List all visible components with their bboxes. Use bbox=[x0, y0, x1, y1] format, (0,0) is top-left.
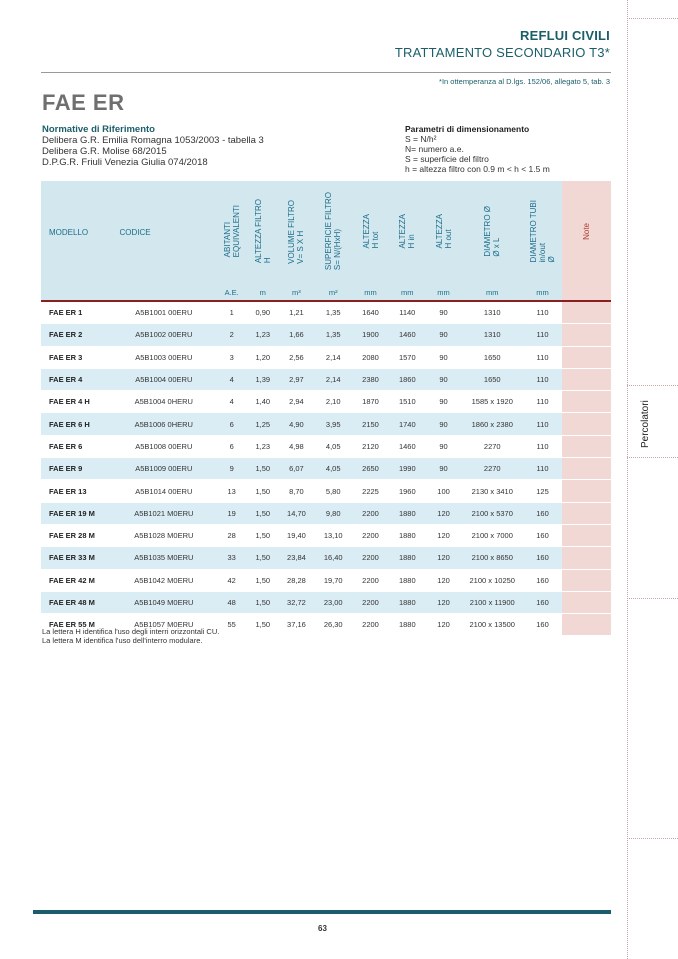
table-cell: 1570 bbox=[389, 346, 425, 368]
table-cell: 1,50 bbox=[247, 591, 278, 613]
table-cell: 33 bbox=[216, 547, 247, 569]
cell-note bbox=[562, 391, 611, 413]
table-cell: 2100 x 8650 bbox=[462, 547, 523, 569]
table-cell: 23,84 bbox=[278, 547, 314, 569]
table-cell: 110 bbox=[523, 391, 562, 413]
normative-line: D.P.G.R. Friuli Venezia Giulia 074/2018 bbox=[42, 157, 208, 168]
header-diametro-tubi: DIAMETRO TUBI in/out Ø bbox=[523, 181, 562, 284]
header-divider bbox=[41, 72, 611, 73]
table-cell: 37,16 bbox=[278, 614, 314, 636]
table-cell: 120 bbox=[425, 547, 461, 569]
cell-model: FAE ER 42 M bbox=[41, 569, 111, 591]
table-cell: 90 bbox=[425, 346, 461, 368]
table-cell: 1900 bbox=[352, 324, 389, 346]
table-row bbox=[41, 435, 611, 457]
table-cell: 110 bbox=[523, 301, 562, 324]
normative-title: Normative di Riferimento bbox=[42, 124, 155, 135]
cell-note bbox=[562, 301, 611, 324]
table-cell: 100 bbox=[425, 480, 461, 502]
table-cell: 2380 bbox=[352, 368, 389, 390]
table-row bbox=[41, 346, 611, 368]
header-abitanti: ABITANTI EQUIVALENTI bbox=[216, 181, 247, 284]
table-cell: 1 bbox=[216, 301, 247, 324]
table-cell: 90 bbox=[425, 391, 461, 413]
table-cell: 110 bbox=[523, 368, 562, 390]
header-superficie-filtro: SUPERFICIE FILTRO S= N/(HxH) bbox=[315, 181, 352, 284]
table-cell: 4,05 bbox=[315, 458, 352, 480]
table-cell: 13,10 bbox=[315, 524, 352, 546]
table-cell: 4 bbox=[216, 368, 247, 390]
table-cell: 125 bbox=[523, 480, 562, 502]
cell-code: A5B1014 00ERU bbox=[111, 480, 216, 502]
table-cell: 6,07 bbox=[278, 458, 314, 480]
cell-code: A5B1035 M0ERU bbox=[111, 547, 216, 569]
cell-model: FAE ER 3 bbox=[41, 346, 111, 368]
table-cell: 1,35 bbox=[315, 301, 352, 324]
cell-code: A5B1003 00ERU bbox=[111, 346, 216, 368]
table-cell: 2,14 bbox=[315, 368, 352, 390]
side-divider bbox=[627, 838, 678, 839]
table-cell: 48 bbox=[216, 591, 247, 613]
cell-code: A5B1057 M0ERU bbox=[111, 614, 216, 636]
table-cell: 90 bbox=[425, 413, 461, 435]
table-cell: 1,23 bbox=[247, 324, 278, 346]
cell-note bbox=[562, 324, 611, 346]
header-altezza-tot: ALTEZZA H tot bbox=[352, 181, 389, 284]
unit-cell: mm bbox=[462, 284, 523, 301]
table-cell: 2,14 bbox=[315, 346, 352, 368]
cell-note bbox=[562, 524, 611, 546]
table-cell: 110 bbox=[523, 346, 562, 368]
table-cell: 1,50 bbox=[247, 569, 278, 591]
cell-note bbox=[562, 547, 611, 569]
table-cell: 160 bbox=[523, 502, 562, 524]
table-cell: 32,72 bbox=[278, 591, 314, 613]
table-cell: 2100 x 5370 bbox=[462, 502, 523, 524]
table-cell: 1,39 bbox=[247, 368, 278, 390]
cell-code: A5B1042 M0ERU bbox=[111, 569, 216, 591]
header-note: Note bbox=[562, 181, 611, 284]
table-row bbox=[41, 524, 611, 546]
normative-line: Delibera G.R. Molise 68/2015 bbox=[42, 146, 167, 157]
table-cell: 1,50 bbox=[247, 547, 278, 569]
table-cell: 1880 bbox=[389, 569, 425, 591]
table-cell: 1,50 bbox=[247, 480, 278, 502]
cell-note bbox=[562, 502, 611, 524]
table-cell: 9,80 bbox=[315, 502, 352, 524]
table-row bbox=[41, 569, 611, 591]
table-cell: 2120 bbox=[352, 435, 389, 457]
table-cell: 42 bbox=[216, 569, 247, 591]
header-volume-filtro: VOLUME FILTRO V= S X H bbox=[278, 181, 314, 284]
parameters-block bbox=[405, 124, 550, 174]
parameters-line: h = altezza filtro con 0.9 m < h < 1.5 m bbox=[405, 164, 550, 174]
table-cell: 19 bbox=[216, 502, 247, 524]
cell-code: A5B1008 00ERU bbox=[111, 435, 216, 457]
cell-model: FAE ER 4 bbox=[41, 368, 111, 390]
table-row bbox=[41, 547, 611, 569]
table-cell: 90 bbox=[425, 324, 461, 346]
table-cell: 90 bbox=[425, 458, 461, 480]
table-cell: 1880 bbox=[389, 614, 425, 636]
table-cell: 90 bbox=[425, 368, 461, 390]
table-cell: 90 bbox=[425, 301, 461, 324]
table-cell: 2200 bbox=[352, 524, 389, 546]
table-cell: 1870 bbox=[352, 391, 389, 413]
table-cell: 1,50 bbox=[247, 458, 278, 480]
cell-code: A5B1006 0HERU bbox=[111, 413, 216, 435]
table-cell: 1880 bbox=[389, 502, 425, 524]
table-row bbox=[41, 301, 611, 324]
table-cell: 160 bbox=[523, 591, 562, 613]
table-cell: 1,20 bbox=[247, 346, 278, 368]
footnote-line: La lettera H identifica l'uso degli interri orizzontali CU. bbox=[42, 627, 220, 636]
table-cell: 2200 bbox=[352, 591, 389, 613]
table-row bbox=[41, 502, 611, 524]
cell-note bbox=[562, 480, 611, 502]
cell-code: A5B1004 00ERU bbox=[111, 368, 216, 390]
product-table bbox=[41, 181, 611, 636]
table-cell: 120 bbox=[425, 614, 461, 636]
unit-cell-note bbox=[562, 284, 611, 301]
unit-cell bbox=[111, 284, 216, 301]
table-cell: 1880 bbox=[389, 591, 425, 613]
footer-bar bbox=[33, 910, 611, 914]
parameters-title: Parametri di dimensionamento bbox=[405, 124, 530, 134]
cell-note bbox=[562, 614, 611, 636]
table-cell: 2200 bbox=[352, 614, 389, 636]
table-cell: 2080 bbox=[352, 346, 389, 368]
table-units-row bbox=[41, 284, 611, 301]
table-cell: 1310 bbox=[462, 301, 523, 324]
table-cell: 1860 bbox=[389, 368, 425, 390]
table-cell: 8,70 bbox=[278, 480, 314, 502]
side-divider bbox=[627, 18, 678, 19]
table-cell: 4,90 bbox=[278, 413, 314, 435]
table-cell: 2650 bbox=[352, 458, 389, 480]
cell-note bbox=[562, 435, 611, 457]
unit-cell: mm bbox=[523, 284, 562, 301]
table-cell: 120 bbox=[425, 569, 461, 591]
table-cell: 14,70 bbox=[278, 502, 314, 524]
cell-code: A5B1001 00ERU bbox=[111, 301, 216, 324]
table-row bbox=[41, 324, 611, 346]
cell-code: A5B1028 M0ERU bbox=[111, 524, 216, 546]
table-cell: 160 bbox=[523, 614, 562, 636]
table-cell: 0,90 bbox=[247, 301, 278, 324]
table-cell: 28 bbox=[216, 524, 247, 546]
table-cell: 3 bbox=[216, 346, 247, 368]
parameters-line: S = N/h² bbox=[405, 134, 437, 144]
unit-cell: m² bbox=[315, 284, 352, 301]
table-cell: 2,94 bbox=[278, 391, 314, 413]
table-cell: 4,05 bbox=[315, 435, 352, 457]
table-cell: 2,10 bbox=[315, 391, 352, 413]
unit-cell: A.E. bbox=[216, 284, 247, 301]
unit-cell: m bbox=[247, 284, 278, 301]
cell-code: A5B1004 0HERU bbox=[111, 391, 216, 413]
cell-note bbox=[562, 458, 611, 480]
table-cell: 5,80 bbox=[315, 480, 352, 502]
table-cell: 13 bbox=[216, 480, 247, 502]
parameters-line: N= numero a.e. bbox=[405, 144, 464, 154]
footnotes bbox=[42, 627, 219, 645]
table-cell: 1880 bbox=[389, 524, 425, 546]
table-cell: 26,30 bbox=[315, 614, 352, 636]
header-footnote: *In ottemperanza al D.lgs. 152/06, allegato 5, tab. 3 bbox=[439, 77, 610, 86]
cell-code: A5B1049 M0ERU bbox=[111, 591, 216, 613]
table-cell: 2100 x 10250 bbox=[462, 569, 523, 591]
table-cell: 9 bbox=[216, 458, 247, 480]
page-number: 63 bbox=[318, 924, 327, 933]
cell-note bbox=[562, 569, 611, 591]
table-cell: 110 bbox=[523, 458, 562, 480]
header-codice: CODICE bbox=[111, 181, 216, 284]
header-modello: MODELLO bbox=[41, 181, 111, 284]
table-cell: 1640 bbox=[352, 301, 389, 324]
side-divider bbox=[627, 598, 678, 599]
cell-model: FAE ER 6 bbox=[41, 435, 111, 457]
table-cell: 1990 bbox=[389, 458, 425, 480]
table-cell: 1960 bbox=[389, 480, 425, 502]
table-cell: 1460 bbox=[389, 435, 425, 457]
table-cell: 120 bbox=[425, 524, 461, 546]
table-cell: 120 bbox=[425, 502, 461, 524]
table-cell: 120 bbox=[425, 591, 461, 613]
cell-model: FAE ER 33 M bbox=[41, 547, 111, 569]
cell-code: A5B1009 00ERU bbox=[111, 458, 216, 480]
table-cell: 1650 bbox=[462, 368, 523, 390]
table-cell: 2225 bbox=[352, 480, 389, 502]
table-cell: 1,40 bbox=[247, 391, 278, 413]
table-cell: 6 bbox=[216, 435, 247, 457]
table-cell: 2100 x 11900 bbox=[462, 591, 523, 613]
cell-code: A5B1021 M0ERU bbox=[111, 502, 216, 524]
table-cell: 1,50 bbox=[247, 502, 278, 524]
table-cell: 1740 bbox=[389, 413, 425, 435]
table-cell: 160 bbox=[523, 547, 562, 569]
table-cell: 1310 bbox=[462, 324, 523, 346]
unit-cell: m³ bbox=[278, 284, 314, 301]
side-tab-percolatori[interactable]: Percolatori bbox=[640, 400, 651, 448]
table-cell: 16,40 bbox=[315, 547, 352, 569]
header-altezza-in: ALTEZZA H in bbox=[389, 181, 425, 284]
cell-note bbox=[562, 346, 611, 368]
cell-note bbox=[562, 368, 611, 390]
table-cell: 2,56 bbox=[278, 346, 314, 368]
table-cell: 2,97 bbox=[278, 368, 314, 390]
header-altezza-filtro: ALTEZZA FILTRO H bbox=[247, 181, 278, 284]
table-cell: 55 bbox=[216, 614, 247, 636]
table-cell: 4 bbox=[216, 391, 247, 413]
table-cell: 19,70 bbox=[315, 569, 352, 591]
header-subcategory: TRATTAMENTO SECONDARIO T3* bbox=[394, 45, 610, 60]
table-cell: 1460 bbox=[389, 324, 425, 346]
table-cell: 1585 x 1920 bbox=[462, 391, 523, 413]
side-divider bbox=[627, 457, 678, 458]
cell-model: FAE ER 4 H bbox=[41, 391, 111, 413]
table-cell: 19,40 bbox=[278, 524, 314, 546]
cell-model: FAE ER 13 bbox=[41, 480, 111, 502]
table-cell: 110 bbox=[523, 413, 562, 435]
cell-model: FAE ER 48 M bbox=[41, 591, 111, 613]
table-cell: 1,25 bbox=[247, 413, 278, 435]
table-cell: 1650 bbox=[462, 346, 523, 368]
table-cell: 3,95 bbox=[315, 413, 352, 435]
table-cell: 1,21 bbox=[278, 301, 314, 324]
table-cell: 2270 bbox=[462, 435, 523, 457]
table-cell: 4,98 bbox=[278, 435, 314, 457]
table-cell: 1860 x 2380 bbox=[462, 413, 523, 435]
table-cell: 2200 bbox=[352, 547, 389, 569]
table-cell: 2200 bbox=[352, 569, 389, 591]
table-cell: 2130 x 3410 bbox=[462, 480, 523, 502]
table-cell: 90 bbox=[425, 435, 461, 457]
cell-code: A5B1002 00ERU bbox=[111, 324, 216, 346]
table-cell: 2100 x 13500 bbox=[462, 614, 523, 636]
table-header-row bbox=[41, 181, 611, 284]
table-cell: 2150 bbox=[352, 413, 389, 435]
table-cell: 160 bbox=[523, 524, 562, 546]
table-cell: 2270 bbox=[462, 458, 523, 480]
unit-cell: mm bbox=[352, 284, 389, 301]
header-altezza-out: ALTEZZA H out bbox=[425, 181, 461, 284]
table-cell: 28,28 bbox=[278, 569, 314, 591]
table-body bbox=[41, 301, 611, 636]
cell-model: FAE ER 9 bbox=[41, 458, 111, 480]
header-diametro: DIAMETRO Ø Ø x L bbox=[462, 181, 523, 284]
table-row bbox=[41, 391, 611, 413]
table-cell: 2100 x 7000 bbox=[462, 524, 523, 546]
cell-model: FAE ER 2 bbox=[41, 324, 111, 346]
unit-cell: mm bbox=[389, 284, 425, 301]
cell-note bbox=[562, 591, 611, 613]
side-divider bbox=[627, 385, 678, 386]
table-cell: 110 bbox=[523, 435, 562, 457]
cell-model: FAE ER 55 M bbox=[41, 614, 111, 636]
footnote-line: La lettera M identifica l'uso dell'interro modulare. bbox=[42, 636, 203, 645]
cell-model: FAE ER 6 H bbox=[41, 413, 111, 435]
cell-model: FAE ER 1 bbox=[41, 301, 111, 324]
table-row bbox=[41, 480, 611, 502]
unit-cell: mm bbox=[425, 284, 461, 301]
table-cell: 2200 bbox=[352, 502, 389, 524]
table-cell: 1,35 bbox=[315, 324, 352, 346]
table-row bbox=[41, 413, 611, 435]
table-cell: 110 bbox=[523, 324, 562, 346]
parameters-line: S = superficie del filtro bbox=[405, 154, 489, 164]
unit-cell bbox=[41, 284, 111, 301]
table-cell: 23,00 bbox=[315, 591, 352, 613]
cell-note bbox=[562, 413, 611, 435]
table-row bbox=[41, 368, 611, 390]
normative-line: Delibera G.R. Emilia Romagna 1053/2003 - tabella 3 bbox=[42, 135, 264, 146]
cell-model: FAE ER 19 M bbox=[41, 502, 111, 524]
table-cell: 1,50 bbox=[247, 524, 278, 546]
product-title: FAE ER bbox=[42, 90, 125, 115]
table-cell: 1140 bbox=[389, 301, 425, 324]
table-cell: 1,66 bbox=[278, 324, 314, 346]
table-cell: 1880 bbox=[389, 547, 425, 569]
normative-block bbox=[42, 124, 264, 168]
table-cell: 1510 bbox=[389, 391, 425, 413]
side-tab-column bbox=[627, 0, 678, 959]
table-row bbox=[41, 591, 611, 613]
table-cell: 1,50 bbox=[247, 614, 278, 636]
table-row bbox=[41, 458, 611, 480]
cell-model: FAE ER 28 M bbox=[41, 524, 111, 546]
table-cell: 6 bbox=[216, 413, 247, 435]
header-category: REFLUI CIVILI bbox=[520, 28, 610, 43]
table-cell: 160 bbox=[523, 569, 562, 591]
table-cell: 2 bbox=[216, 324, 247, 346]
table-cell: 1,23 bbox=[247, 435, 278, 457]
